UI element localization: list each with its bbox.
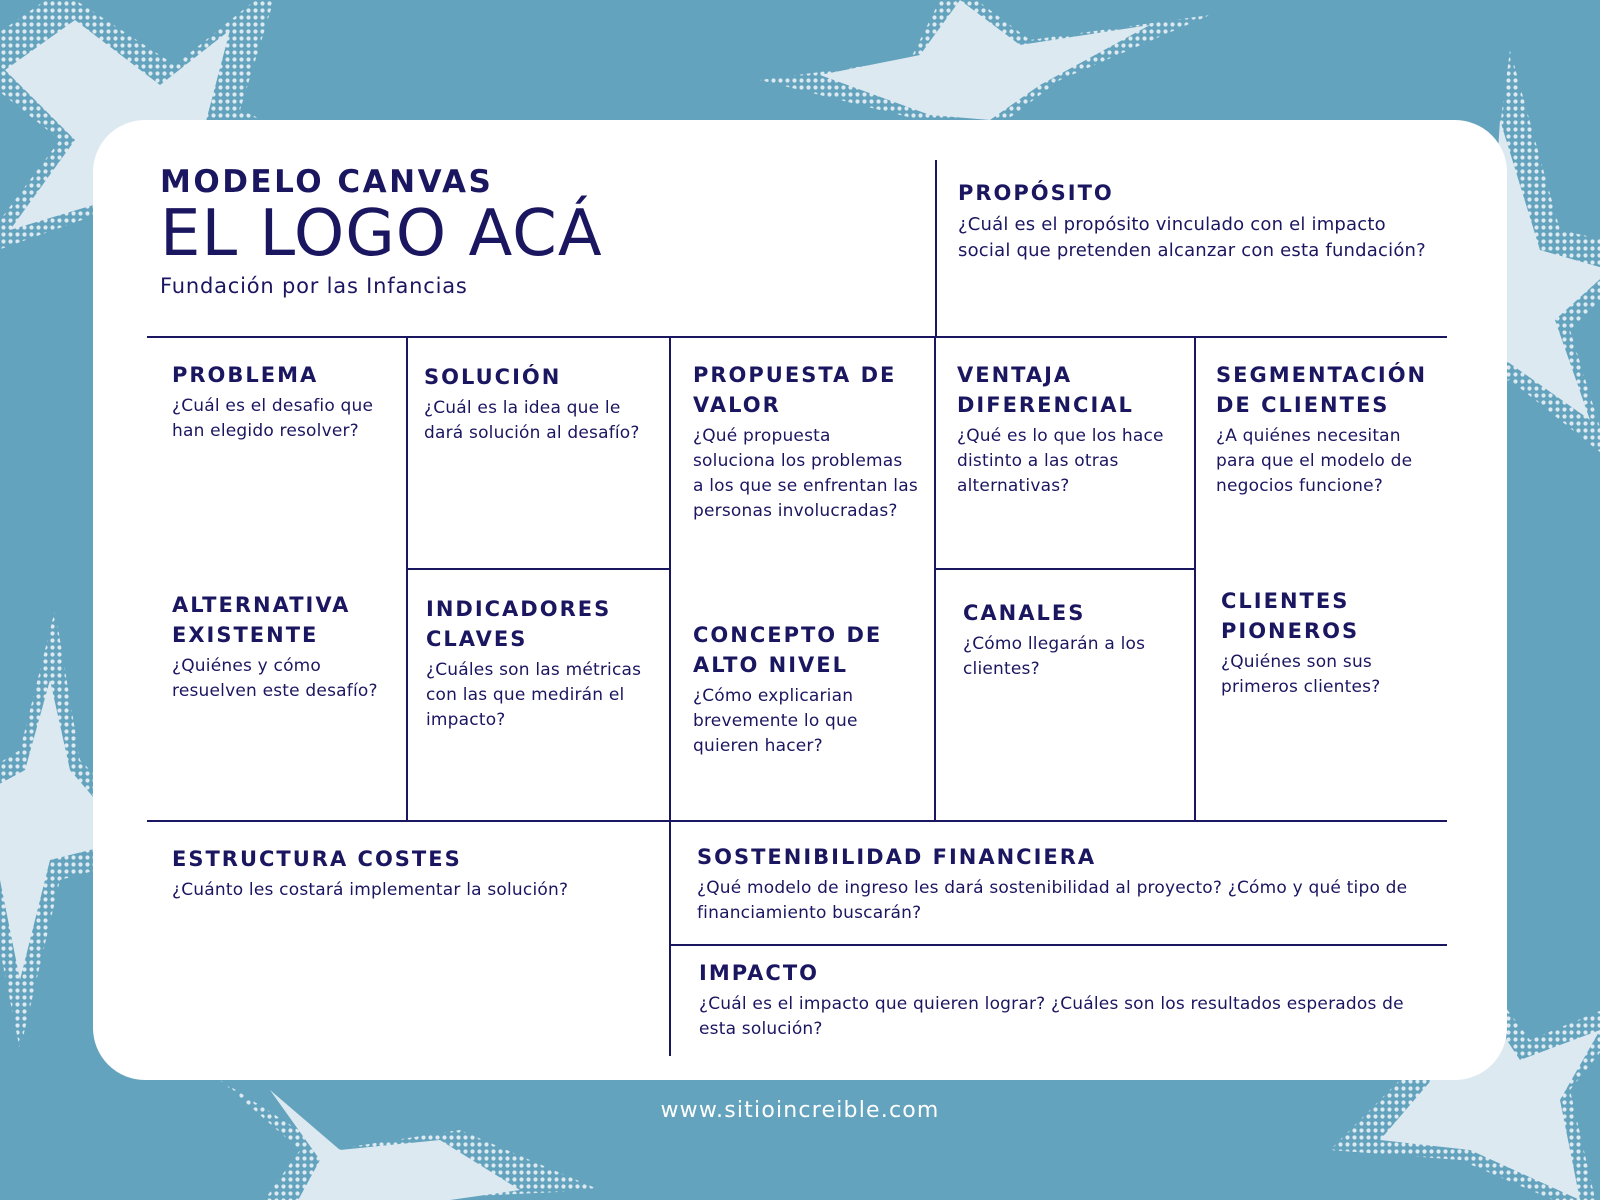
section-question: ¿Cómo llegarán a los clientes? [963,634,1146,679]
section-problema [172,360,387,444]
section-alternativa-existente [172,590,387,704]
divider-line [147,820,1447,822]
section-question: ¿Cuál es la idea que le dará solución al desafío? [424,398,640,443]
divider-line [934,336,936,820]
section-canales [963,598,1178,682]
section-concepto-alto-nivel [693,620,918,759]
section-question: ¿A quiénes necesitan para que el modelo de negocios funcione? [1216,426,1413,496]
divider-line [669,336,671,820]
section-question: ¿Quiénes y cómo resuelven este desafío? [172,656,378,701]
section-indicadores-claves [426,594,656,733]
divider-line [406,568,669,570]
section-ventaja-diferencial [957,360,1181,499]
section-title: INDICADORES CLAVES [426,597,612,651]
divider-line [934,568,1194,570]
canvas-header [160,164,880,300]
section-impacto [699,958,1429,1042]
section-title: ALTERNATIVA EXISTENTE [172,593,351,647]
section-question: ¿Cómo explicarian brevemente lo que quieren hacer? [693,686,858,756]
section-estructura-costes [172,844,652,903]
section-title: PROPÓSITO [958,181,1114,205]
divider-line [406,336,408,820]
section-sostenibilidad-financiera [697,842,1427,926]
section-title: CONCEPTO DE ALTO NIVEL [693,623,883,677]
section-question: ¿Cuál es el propósito vinculado con el impacto social que pretenden alcanzar con esta fundación? [958,214,1426,261]
divider-line [669,820,671,1056]
section-question: ¿Cuál es el impacto que quieren lograr? ¿Cuáles son los resultados esperados de esta solución? [699,994,1404,1039]
section-title: SOSTENIBILIDAD FINANCIERA [697,845,1097,869]
section-question: ¿Cuál es el desafio que han elegido resolver? [172,396,374,441]
section-proposito [958,178,1428,264]
section-question: ¿Qué es lo que los hace distinto a las otras alternativas? [957,426,1164,496]
section-title: CANALES [963,601,1086,625]
website-url: www.sitioincreible.com [660,1098,940,1123]
section-clientes-pioneros [1221,586,1436,700]
section-question: ¿Cuáles son las métricas con las que medirán el impacto? [426,660,642,730]
section-segmentacion-clientes [1216,360,1441,499]
eyebrow-title: MODELO CANVAS [160,164,494,200]
organization-name: Fundación por las Infancias [160,274,468,298]
logo-placeholder: EL LOGO ACÁ [160,197,603,271]
section-title: IMPACTO [699,961,820,985]
section-question: ¿Cuánto les costará implementar la solución? [172,880,569,900]
divider-line [1194,336,1196,820]
section-solucion [424,362,652,446]
section-title: PROBLEMA [172,363,319,387]
divider-line [147,336,1447,338]
section-title: CLIENTES PIONEROS [1221,589,1360,643]
section-question: ¿Qué propuesta soluciona los problemas a los que se enfrentan las personas involucradas? [693,426,918,521]
section-title: PROPUESTA DE VALOR [693,363,897,417]
canvas-card [93,120,1507,1080]
section-title: ESTRUCTURA COSTES [172,847,462,871]
section-question: ¿Quiénes son sus primeros clientes? [1221,652,1381,697]
divider-line [935,160,937,336]
section-propuesta-valor [693,360,918,524]
section-title: VENTAJA DIFERENCIAL [957,363,1134,417]
section-title: SEGMENTACIÓN DE CLIENTES [1216,363,1428,417]
section-question: ¿Qué modelo de ingreso les dará sostenibilidad al proyecto? ¿Cómo y qué tipo de financiamiento buscarán? [697,878,1408,923]
section-title: SOLUCIÓN [424,365,562,389]
divider-line [669,944,1447,946]
